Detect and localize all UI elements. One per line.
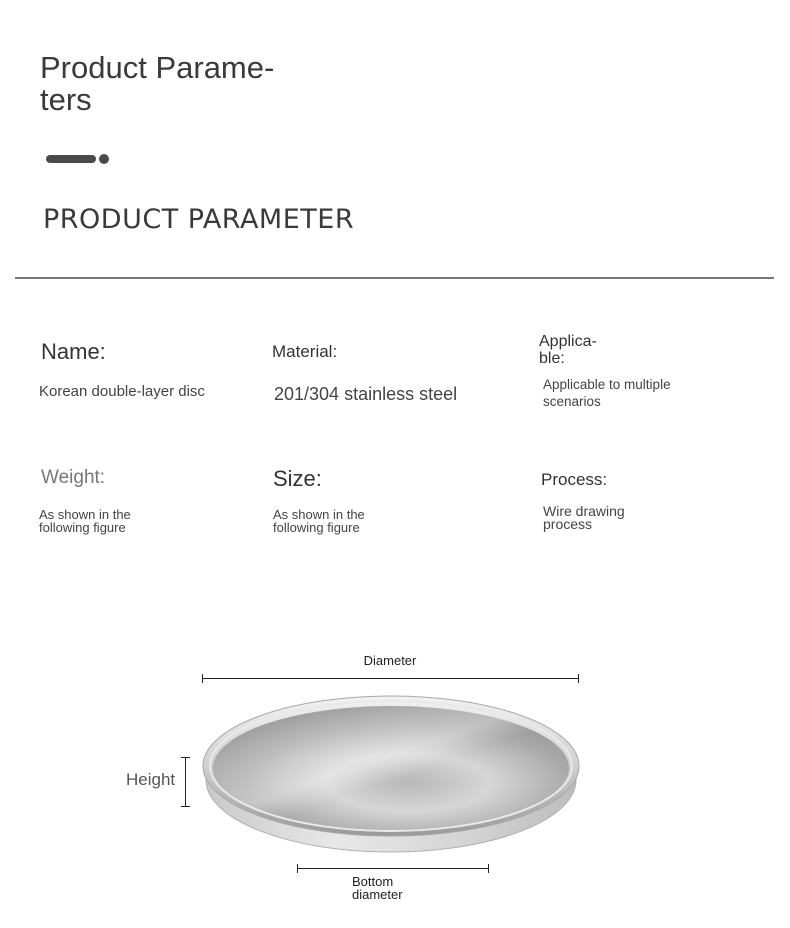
weight-value: As shown in the following figure	[39, 507, 131, 535]
material-value: 201/304 stainless steel	[274, 384, 458, 404]
process-label: Process:	[541, 470, 608, 489]
title-line-1: Product Parame-	[40, 50, 275, 85]
height-label: Height	[126, 770, 176, 789]
title-line-2: ters	[40, 82, 92, 117]
steel-plate-image	[200, 694, 582, 854]
bottom-diameter-label: Bottom diameter	[352, 874, 403, 902]
applicable-value: Applicable to multiple scenarios	[543, 377, 671, 409]
weight-label: Weight:	[41, 467, 106, 488]
name-label: Name:	[41, 339, 106, 364]
bottom-tick-right	[488, 864, 489, 873]
divider	[15, 277, 774, 279]
plate-sheen	[213, 706, 569, 830]
size-label: Size:	[273, 466, 322, 491]
height-tick-bottom	[181, 806, 190, 807]
height-tick-top	[181, 757, 190, 758]
applicable-label-line-1: Applica-	[539, 333, 597, 350]
material-label: Material:	[272, 342, 338, 361]
diameter-line	[202, 678, 579, 679]
size-value: As shown in the following figure	[273, 507, 365, 535]
applicable-label	[539, 333, 609, 367]
process-value: Wire drawing process	[543, 503, 625, 532]
decorative-bar	[46, 155, 96, 163]
diameter-tick-left	[202, 674, 203, 683]
bottom-tick-left	[297, 864, 298, 873]
bottom-diameter-line	[297, 868, 489, 869]
height-line	[185, 757, 186, 807]
diameter-label: Diameter	[363, 653, 417, 668]
page-title	[40, 52, 310, 116]
decorative-dot	[99, 154, 109, 164]
name-value: Korean double-layer disc	[39, 383, 205, 400]
section-subtitle: PRODUCT PARAMETER	[43, 204, 355, 235]
diameter-tick-right	[578, 674, 579, 683]
applicable-label-line-2: ble:	[539, 350, 565, 367]
